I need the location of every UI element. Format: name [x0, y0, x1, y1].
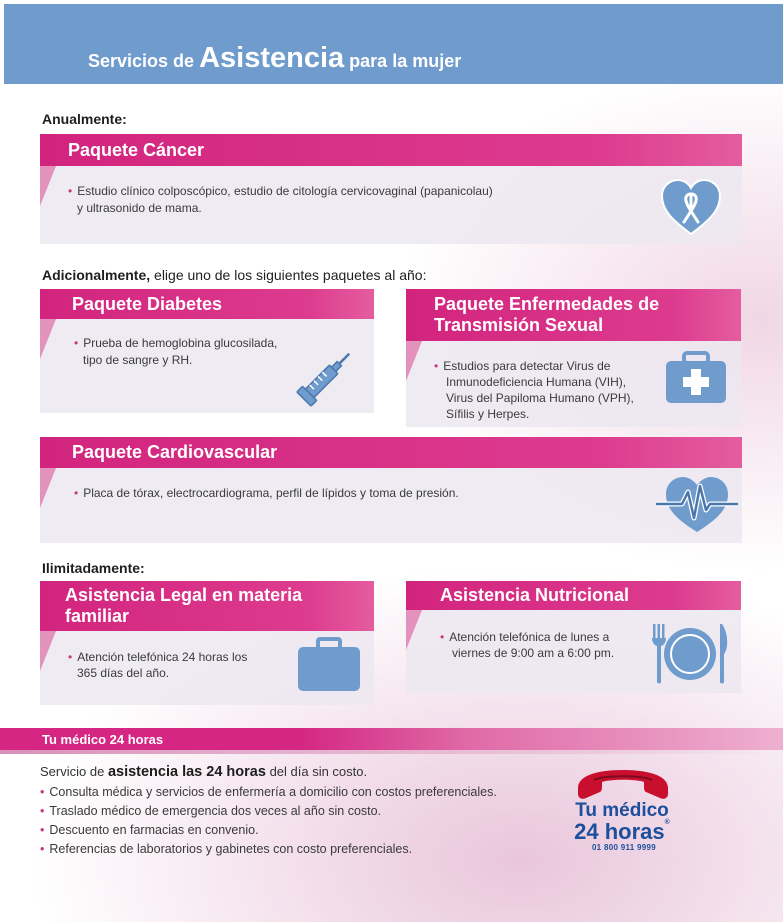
- list-item: • Estudio clínico colposcópico, estudio de citología cervicovaginal (papanicolau): [68, 184, 493, 198]
- title-suffix: para la mujer: [349, 51, 462, 71]
- list-item: • Placa de tórax, electrocardiograma, perfil de lípidos y toma de presión.: [74, 486, 459, 500]
- list-item: • Consulta médica y servicios de enfermería a domicilio con costos preferenciales.: [40, 785, 497, 799]
- card-cardio: [40, 437, 742, 543]
- list-item: • Prueba de hemoglobina glucosilada,: [74, 336, 278, 350]
- card-diabetes-body: [40, 319, 374, 413]
- medico-list: [40, 785, 497, 861]
- section-unlimited-label: Ilimitadamente:: [42, 560, 145, 576]
- card-legal-title: Asistencia Legal en materia familiar: [40, 581, 374, 631]
- card-nutricional-body: [406, 610, 741, 693]
- medico-strip-label: Tu médico 24 horas: [42, 732, 164, 747]
- logo-line2: 24 horas®: [574, 819, 670, 844]
- card-cardio-title: Paquete Cardiovascular: [40, 437, 742, 468]
- section-additional-label: Adicionalmente, elige uno de los siguientes paquetes al año:: [42, 267, 427, 283]
- page-title: [88, 42, 461, 75]
- card-legal-body: [40, 631, 374, 705]
- title-main: Asistencia: [199, 42, 345, 74]
- card-cardio-body: [40, 468, 742, 543]
- syringe-icon: [296, 343, 360, 407]
- card-legal: [40, 581, 374, 705]
- card-ets: [406, 289, 741, 427]
- telephone-handset-icon: [574, 768, 672, 802]
- card-nutricional: [406, 581, 741, 693]
- card-diabetes: [40, 289, 374, 413]
- card-ets-title: Paquete Enfermedades de Transmisión Sexual: [406, 289, 741, 341]
- list-item: Inmunodeficiencia Humana (VIH),: [446, 375, 627, 389]
- header-banner: [4, 4, 783, 84]
- plate-cutlery-icon: [646, 622, 734, 686]
- logo-phone: 01 800 911 9999: [591, 843, 657, 852]
- list-item: • Atención telefónica 24 horas los: [68, 650, 248, 664]
- list-item: Virus del Papiloma Humano (VPH),: [446, 391, 634, 405]
- list-item: • Traslado médico de emergencia dos veces al año sin costo.: [40, 804, 382, 818]
- medico-intro: Servicio de asistencia las 24 horas del día sin costo.: [40, 764, 368, 780]
- list-item: Sífilis y Herpes.: [446, 407, 530, 421]
- heart-pulse-icon: [654, 474, 740, 534]
- card-ets-body: [406, 341, 741, 427]
- list-item: tipo de sangre y RH.: [83, 353, 193, 367]
- card-cancer-title: Paquete Cáncer: [40, 134, 742, 166]
- card-nutricional-title: Asistencia Nutricional: [406, 581, 741, 610]
- list-item: • Descuento en farmacias en convenio.: [40, 823, 259, 837]
- list-item: viernes de 9:00 am a 6:00 pm.: [452, 646, 615, 660]
- card-cancer: [40, 134, 742, 244]
- card-cancer-body: [40, 166, 742, 244]
- briefcase-icon: [296, 637, 362, 693]
- medico-strip-fade: [0, 750, 783, 754]
- list-item: • Atención telefónica de lunes a: [440, 630, 610, 644]
- section-annual-label: Anualmente:: [42, 111, 127, 127]
- list-item: • Estudios para detectar Virus de: [434, 359, 611, 373]
- list-item: • Referencias de laboratorios y gabinetes con costo preferenciales.: [40, 842, 413, 856]
- medico-logo: [566, 768, 686, 858]
- list-item: 365 días del año.: [77, 666, 170, 680]
- first-aid-kit-icon: [664, 351, 728, 405]
- logo-line1: Tu médico: [575, 800, 669, 821]
- heart-ribbon-icon: [660, 178, 722, 236]
- title-prefix: Servicios de: [88, 51, 195, 71]
- list-item: y ultrasonido de mama.: [77, 201, 202, 215]
- card-diabetes-title: Paquete Diabetes: [40, 289, 374, 319]
